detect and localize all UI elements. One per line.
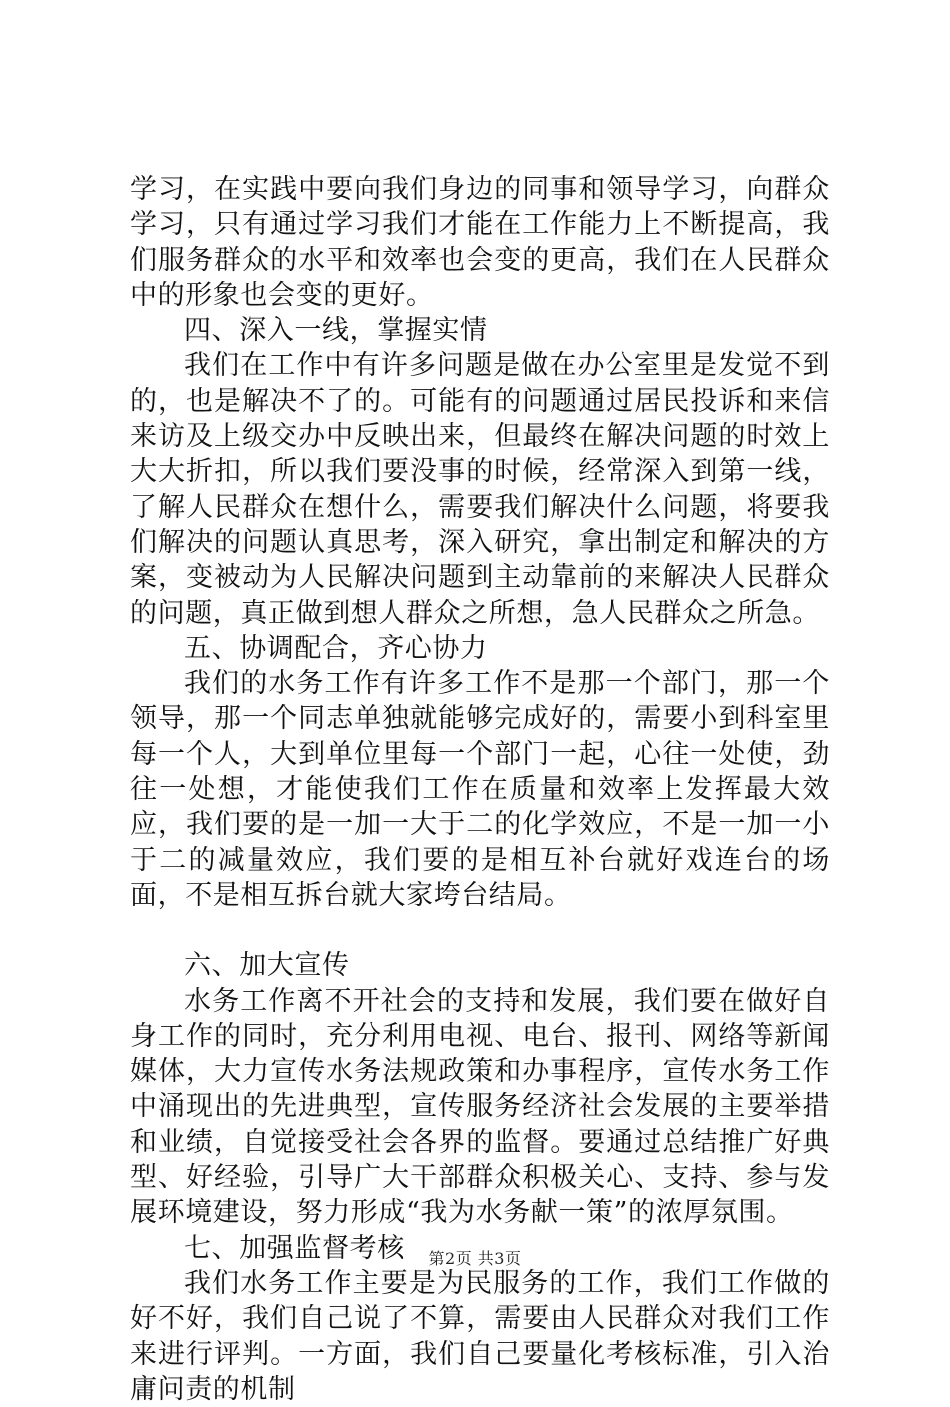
paragraph-continuation: 学习，在实践中要向我们身边的同事和领导学习，向群众学习，只有通过学习我们才能在工作能力上不断提高，我们服务群众的水平和效率也会变的更高，我们在人民群众中的形象也会变的更好。 xyxy=(130,174,830,311)
paragraph-spacer xyxy=(130,913,830,948)
paragraph-section-6: 水务工作离不开社会的支持和发展，我们要在做好自身工作的同时，充分利用电视、电台、报刊、网络等新闻媒体，大力宣传水务法规政策和办事程序，宣传水务工作中涌现出的先进典型，宣传服务经济社会发展的主要举措和业绩，自觉接受社会各界的监督。要通过总结推广好典型、好经验，引导广大干部群众积极关心、支持、参与发展环境建设，努力形成“我为水务献一策”的浓厚氛围。 xyxy=(130,985,830,1229)
section-heading-5: 五、协调配合，齐心协力 xyxy=(184,632,488,664)
page-number-label: 第2页 共3页 xyxy=(428,1249,522,1268)
page-footer xyxy=(0,1246,950,1269)
section-heading-7: 七、加强监督考核 xyxy=(184,1232,405,1264)
document-body xyxy=(130,172,830,1407)
paragraph-section-7: 我们水务工作主要是为民服务的工作，我们工作做的好不好，我们自己说了不算，需要由人民群众对我们工作来进行评判。一方面，我们自己要量化考核标准，引入治庸问责的机制 xyxy=(130,1267,830,1405)
paragraph-section-4: 我们在工作中有许多问题是做在办公室里是发觉不到的，也是解决不了的。可能有的问题通过居民投诉和来信来访及上级交办中反映出来，但最终在解决问题的时效上大大折扣，所以我们要没事的时候，经常深入到第一线，了解人民群众在想什么，需要我们解决什么问题，将要我们解决的问题认真思考，深入研究，拿出制定和解决的方案，变被动为人民解决问题到主动靠前的来解决人民群众的问题，真正做到想人群众之所想，急人民群众之所急。 xyxy=(130,350,830,629)
paragraph-section-5: 我们的水务工作有许多工作不是那一个部门，那一个领导，那一个同志单独就能够完成好的，需要小到科室里每一个人，大到单位里每一个部门一起，心往一处使，劲往一处想，才能使我们工作在质量和效率上发挥最大效应，我们要的是一加一大于二的化学效应，不是一加一小于二的减量效应，我们要的是相互补台就好戏连台的场面，不是相互拆台就大家垮台结局。 xyxy=(130,668,830,911)
section-heading-4: 四、深入一线，掌握实情 xyxy=(184,315,488,347)
section-heading-6: 六、加大宣传 xyxy=(184,950,350,982)
